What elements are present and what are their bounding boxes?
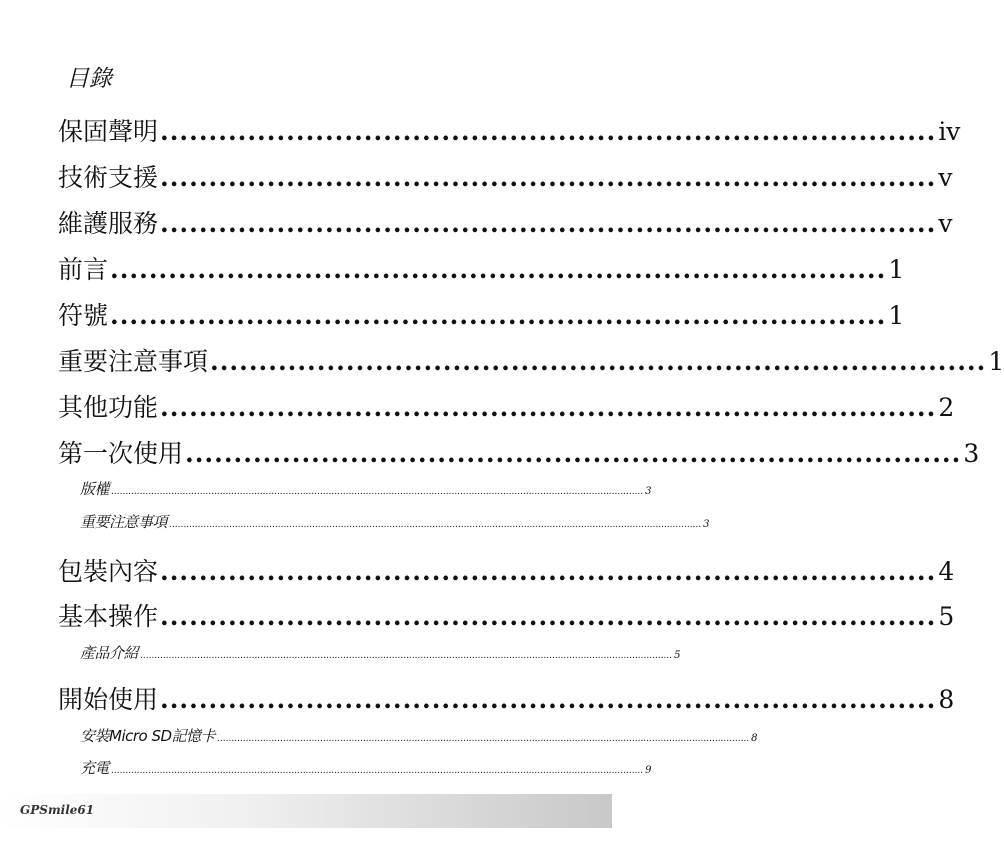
entry-title: 前言 bbox=[58, 255, 109, 284]
subentry-page: 3 bbox=[645, 486, 652, 497]
entry-title: 技術支援 bbox=[58, 163, 159, 192]
leader-dots: .......................................................................................................................................................................................... bbox=[111, 487, 644, 497]
subentry-title: 安裝Micro SD記憶卡 bbox=[80, 727, 216, 745]
leader-dots: ................................................................................ bbox=[160, 117, 937, 146]
entry-title: 開始使用 bbox=[58, 685, 159, 714]
entry-title: 符號 bbox=[58, 301, 109, 330]
entry-page: 5 bbox=[938, 602, 955, 631]
subentry-page: 5 bbox=[674, 650, 681, 661]
entry-page: 1 bbox=[988, 347, 1004, 376]
entry-page: 1 bbox=[888, 301, 905, 330]
entry-title: 基本操作 bbox=[58, 602, 159, 631]
subentry-page: 8 bbox=[751, 733, 758, 744]
entry-page: 3 bbox=[963, 439, 980, 468]
entry-title: 其他功能 bbox=[58, 393, 159, 422]
toc-entry[interactable] bbox=[58, 680, 955, 714]
leader-dots: .......................................................................................................................................................................................... bbox=[217, 734, 750, 744]
subentry-title: 版權 bbox=[80, 480, 110, 498]
toc-entry[interactable] bbox=[58, 296, 905, 330]
leader-dots: .......................................................................................................................................................................................... bbox=[111, 766, 644, 776]
toc-entry[interactable] bbox=[58, 597, 955, 631]
subentry-title: 重要注意事項 bbox=[80, 513, 168, 531]
toc-entry[interactable] bbox=[58, 342, 1004, 376]
toc-subentry[interactable] bbox=[80, 642, 681, 662]
subentry-title: 產品介紹 bbox=[80, 644, 139, 662]
leader-dots: ................................................................................ bbox=[160, 685, 937, 714]
toc-entry[interactable] bbox=[58, 158, 953, 192]
leader-dots: ................................................................................ bbox=[160, 393, 937, 422]
toc-subentry[interactable] bbox=[80, 757, 652, 777]
footer-label: GPSmile61 bbox=[20, 803, 95, 817]
entry-title: 包裝內容 bbox=[58, 557, 159, 586]
toc-entry[interactable] bbox=[58, 388, 955, 422]
leader-dots: ................................................................................ bbox=[160, 163, 937, 192]
toc-entry[interactable] bbox=[58, 112, 961, 146]
leader-dots: ................................................................................ bbox=[160, 602, 937, 631]
entry-page: v bbox=[938, 209, 953, 238]
toc-title: 目錄 bbox=[66, 66, 112, 92]
entry-page: v bbox=[938, 163, 953, 192]
toc-entry[interactable] bbox=[58, 434, 980, 468]
toc-entry[interactable] bbox=[58, 552, 955, 586]
subentry-title: 充電 bbox=[80, 759, 110, 777]
entry-page: iv bbox=[938, 117, 961, 146]
leader-dots: .......................................................................................................................................................................................... bbox=[169, 520, 702, 530]
entry-page: 1 bbox=[888, 255, 905, 284]
leader-dots: ................................................................................ bbox=[210, 347, 987, 376]
leader-dots: ................................................................................ bbox=[160, 209, 937, 238]
leader-dots: ................................................................................ bbox=[185, 439, 962, 468]
entry-page: 8 bbox=[938, 685, 955, 714]
toc-subentry[interactable] bbox=[80, 511, 710, 531]
entry-title: 保固聲明 bbox=[58, 117, 159, 146]
subentry-page: 3 bbox=[703, 519, 710, 530]
entry-page: 4 bbox=[938, 557, 955, 586]
leader-dots: ................................................................................ bbox=[110, 301, 887, 330]
toc-entry[interactable] bbox=[58, 250, 905, 284]
entry-title: 第一次使用 bbox=[58, 439, 184, 468]
toc-subentry[interactable] bbox=[80, 725, 758, 745]
subentry-page: 9 bbox=[645, 765, 652, 776]
toc-subentry[interactable] bbox=[80, 478, 652, 498]
entry-title: 維護服務 bbox=[58, 209, 159, 238]
entry-title: 重要注意事項 bbox=[58, 347, 209, 376]
leader-dots: ................................................................................ bbox=[160, 557, 937, 586]
toc-entry[interactable] bbox=[58, 204, 953, 238]
leader-dots: .......................................................................................................................................................................................... bbox=[140, 651, 673, 661]
entry-page: 2 bbox=[938, 393, 955, 422]
leader-dots: ................................................................................ bbox=[110, 255, 887, 284]
